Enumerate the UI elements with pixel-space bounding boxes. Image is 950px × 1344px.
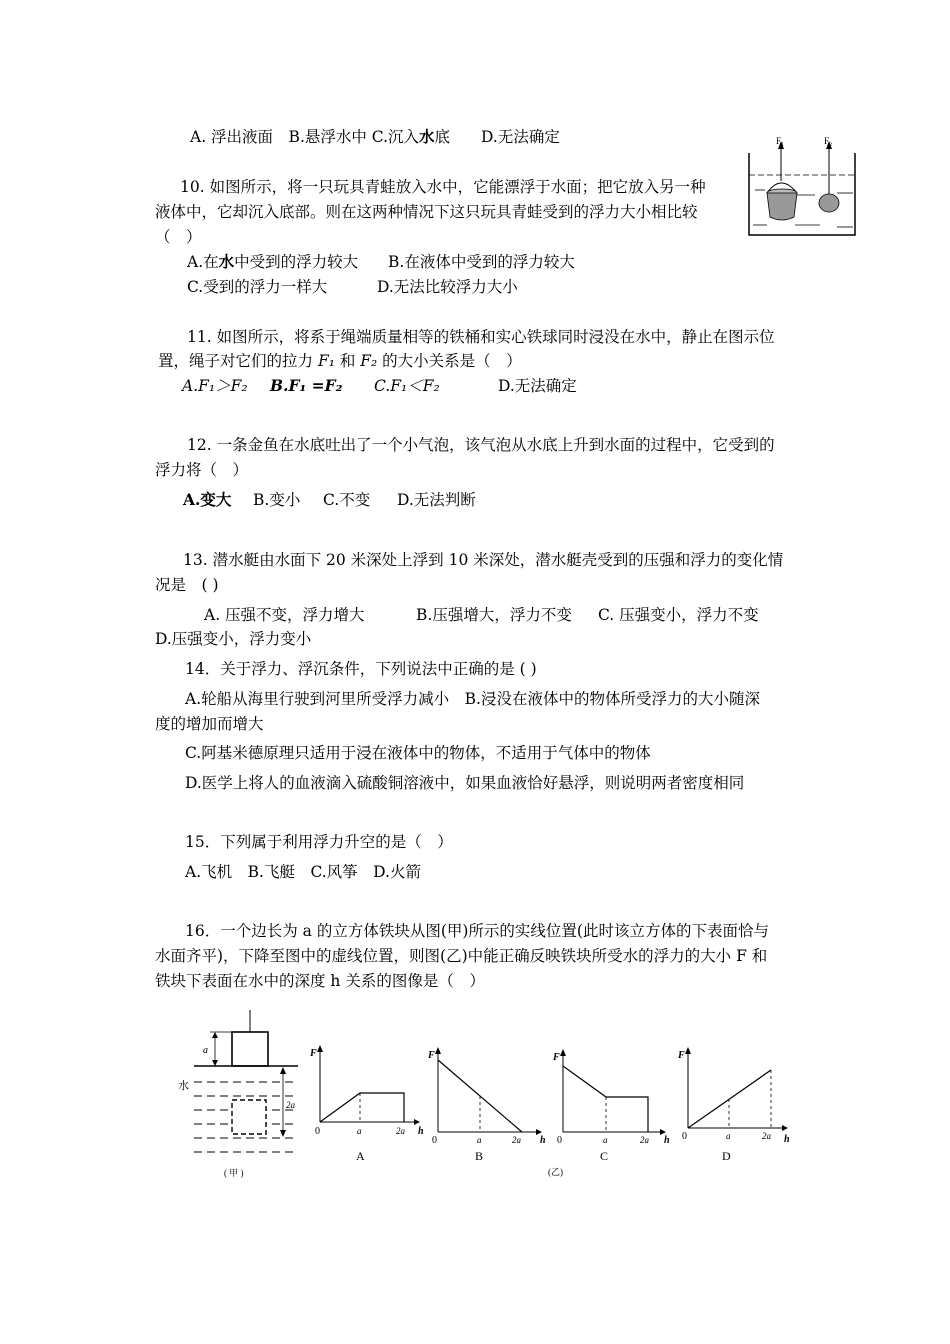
- graph-a-f: F: [310, 1048, 317, 1059]
- graph-c: [548, 1049, 670, 1177]
- q13-option-c: C. 压强变小，浮力不变: [598, 606, 759, 624]
- q10-line1: 10. 如图所示，将一只玩具青蛙放入水中，它能漂浮于水面；把它放入另一种: [180, 178, 706, 196]
- q16-line2: 水面齐平)，下降至图中的虚线位置，则图(乙)中能正确反映铁块所受水的浮力的大小 F 和: [155, 947, 768, 965]
- q16-line3: 铁块下表面在水中的深度 h 关系的图像是（ ）: [155, 972, 485, 990]
- graph-c-zero: 0: [557, 1135, 562, 1146]
- q14-option-c: C.阿基米德原理只适用于浸在液体中的物体，不适用于气体中的物体: [185, 744, 651, 762]
- figure-jia: [178, 1010, 298, 1178]
- q11-option-d: D.无法确定: [498, 377, 577, 395]
- graph-d: [677, 1047, 790, 1163]
- q15-line1: 15．下列属于利用浮力升空的是（ ）: [185, 833, 453, 851]
- q10-line2: 液体中，它却沉入底部。则在这两种情况下这只玩具青蛙受到的浮力大小相比较: [155, 203, 698, 221]
- q10-option-b: B.在液体中受到的浮力较大: [388, 253, 575, 271]
- graph-a-2a: 2a: [396, 1126, 405, 1136]
- cube-buoyancy-figure: [170, 1010, 810, 1190]
- bucket-ball-figure: [745, 135, 860, 240]
- q15-options: A.飞机 B.飞艇 C.风筝 D.火箭: [185, 863, 421, 881]
- q12-option-b: B.变小: [253, 491, 301, 509]
- graph-a-h: h: [418, 1126, 424, 1137]
- graph-d-zero: 0: [682, 1131, 687, 1142]
- f2-label: F₂: [824, 136, 833, 146]
- graph-b-2a: 2a: [512, 1135, 521, 1145]
- q11-option-c: C.F₁＜F₂: [374, 377, 440, 395]
- graph-a-zero: 0: [315, 1126, 320, 1137]
- q11-line1: 11. 如图所示，将系于绳端质量相等的铁桶和实心铁球同时浸没在水中，静止在图示位: [187, 328, 775, 346]
- fig16-2a-label: 2a: [286, 1100, 295, 1110]
- graph-b-h: h: [540, 1135, 546, 1146]
- q11-option-a: A.F₁＞F₂: [182, 377, 248, 395]
- graph-d-2a: 2a: [762, 1131, 771, 1141]
- yi-label: (乙): [548, 1167, 563, 1177]
- graph-c-2a: 2a: [640, 1135, 649, 1145]
- q10-option-d: D.无法比较浮力大小: [377, 278, 518, 296]
- graph-b-f: F: [428, 1050, 435, 1061]
- q12-option-a: A.变大: [183, 490, 232, 509]
- graph-c-h: h: [664, 1135, 670, 1146]
- graph-b-label: B: [475, 1149, 484, 1163]
- q9-options: A. 浮出液面 B.悬浮水中 C.沉入水底 D.无法确定: [190, 127, 560, 146]
- q13-option-b: B.压强增大，浮力不变: [416, 606, 572, 624]
- q12-line1: 12. 一条金鱼在水底吐出了一个小气泡，该气泡从水底上升到水面的过程中，它受到的: [187, 436, 775, 454]
- q10-option-a: A.在水中受到的浮力较大: [187, 252, 359, 271]
- graph-c-a: a: [603, 1135, 608, 1145]
- graph-d-f: F: [678, 1050, 685, 1061]
- graph-c-f: F: [553, 1052, 560, 1063]
- graph-d-a: a: [726, 1131, 731, 1141]
- f1-label: F₁: [776, 136, 785, 146]
- graph-b-zero: 0: [432, 1135, 437, 1146]
- q12-line2: 浮力将（ ）: [155, 461, 249, 479]
- graph-a: [309, 1045, 424, 1163]
- q11-option-b: B.F₁ =F₂: [270, 376, 343, 395]
- graph-a-a: a: [357, 1126, 362, 1136]
- q13-option-d: D.压强变小，浮力变小: [155, 630, 312, 648]
- q11-line2: 置，绳子对它们的拉力 F₁ 和 F₂ 的大小关系是（ ）: [158, 352, 522, 370]
- graph-c-label: C: [600, 1149, 609, 1163]
- jia-label: ( 甲 ): [224, 1168, 244, 1178]
- graph-a-label: A: [356, 1149, 365, 1163]
- q13-option-a: A. 压强不变，浮力增大: [204, 606, 365, 624]
- q14-option-b-cont: 度的增加而增大: [155, 715, 264, 733]
- q13-line2: 况是 ( ): [155, 576, 219, 594]
- graph-b-a: a: [477, 1135, 482, 1145]
- q14-line1: 14．关于浮力、浮沉条件，下列说法中正确的是 ( ): [185, 660, 537, 678]
- graph-d-label: D: [722, 1149, 731, 1163]
- q14-option-d: D.医学上将人的血液滴入硫酸铜溶液中，如果血液恰好悬浮，则说明两者密度相同: [185, 774, 745, 792]
- q12-option-c: C.不变: [323, 491, 371, 509]
- fig16-a-label: a: [203, 1045, 208, 1056]
- q12-option-d: D.无法判断: [397, 491, 476, 509]
- q10-line3: （ ）: [155, 228, 202, 246]
- q16-line1: 16．一个边长为 a 的立方体铁块从图(甲)所示的实线位置(此时该立方体的下表面恰与: [185, 922, 769, 940]
- q10-option-c: C.受到的浮力一样大: [187, 278, 328, 296]
- q14-option-ab: A.轮船从海里行驶到河里所受浮力减小 B.浸没在液体中的物体所受浮力的大小随深: [185, 690, 760, 708]
- water-label: 水: [178, 1080, 189, 1092]
- graph-b: [427, 1047, 546, 1163]
- q13-line1: 13. 潜水艇由水面下 20 米深处上浮到 10 米深处，潜水艇壳受到的压强和浮力的变化情: [183, 551, 784, 569]
- graph-d-h: h: [784, 1134, 790, 1145]
